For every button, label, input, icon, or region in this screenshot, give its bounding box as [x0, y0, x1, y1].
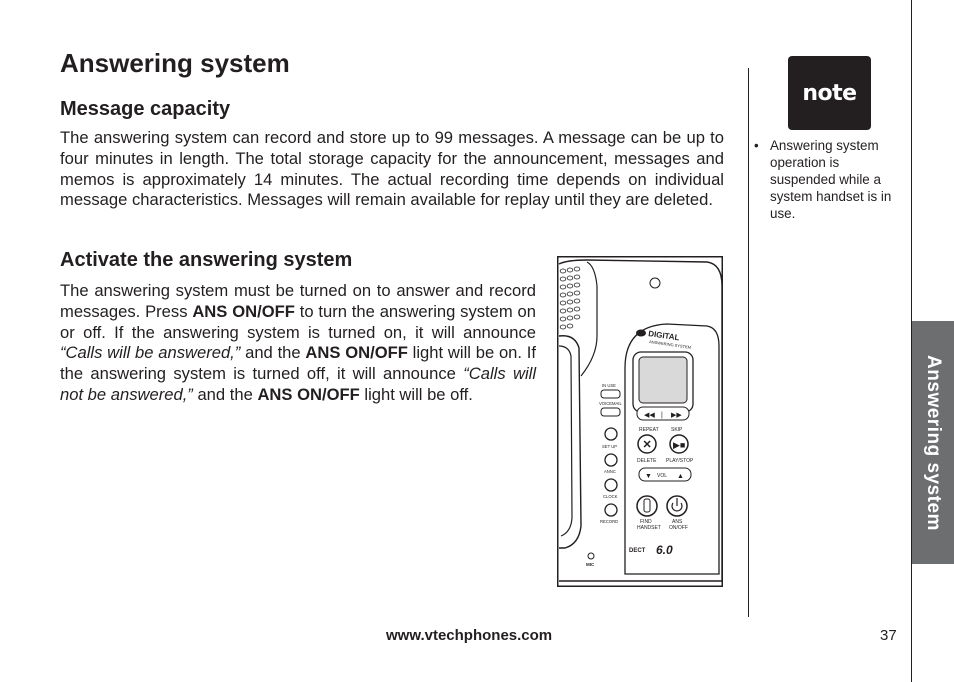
phone-base-illustration: [557, 256, 723, 587]
lcd-screen: [639, 357, 687, 403]
ans-onoff-key: ANS ON/OFF: [257, 384, 360, 404]
delete-icon: ✕: [642, 439, 652, 451]
mic-label: MIC: [586, 562, 595, 567]
text-run: light will be off.: [359, 384, 473, 404]
note-label: note: [802, 80, 857, 106]
announcement-off: “Calls will not be answered,”: [60, 364, 537, 404]
volume-up-icon: ▲: [677, 473, 684, 480]
dect-version: 6.0: [656, 543, 673, 557]
record-label: RECORD: [600, 519, 619, 524]
handset-label: HANDSET: [637, 525, 661, 531]
repeat-label: REPEAT: [639, 427, 659, 433]
vol-label: VOL: [657, 473, 668, 479]
message-capacity-paragraph: The answering system can record and store up to 99 messages. A message can be up to four minutes in length. The total storage capacity for the announcement, messages and memos is approximately 14 minutes. The actual recording time depends on individual message characteristics. Messages will remain available for replay until they are deleted.: [60, 128, 724, 210]
divider-mark: |: [661, 412, 663, 419]
side-tab: [912, 321, 954, 564]
annc-button: [605, 454, 617, 466]
note-item-text: Answering system operation is suspended while a system handset is in use.: [770, 138, 892, 221]
voicemail-label: VOICEMAIL: [599, 401, 622, 406]
side-tab-label: Answering system: [923, 354, 944, 531]
announcement-on: “Calls will be answered,”: [60, 343, 241, 363]
in-use-label: IN USE: [602, 383, 616, 388]
find-label: FIND: [640, 519, 652, 525]
annc-label: ANNC: [604, 469, 616, 474]
text-run: and the: [192, 384, 258, 404]
page-title: Answering system: [60, 48, 290, 78]
rewind-icon: ◀◀: [644, 412, 655, 419]
text-run: to turn the answering system on or off. If the answering system is turned on, it will announce: [60, 301, 537, 342]
record-button: [605, 504, 617, 516]
clock-button: [605, 479, 617, 491]
set-up-button: [605, 428, 617, 440]
ans-onoff-key: ANS ON/OFF: [192, 301, 295, 321]
dect-text: DECT: [629, 548, 646, 554]
play-stop-label: PLAY/STOP: [666, 458, 694, 464]
forward-icon: ▶▶: [671, 412, 682, 419]
delete-label: DELETE: [637, 458, 657, 464]
play-stop-icon: ▶■: [673, 440, 686, 450]
page-number: 37: [880, 627, 897, 644]
note-list: [754, 137, 904, 222]
text-run: light will be on. If the answering system is turned off, it will announce: [60, 343, 537, 384]
in-use-light: [601, 390, 620, 398]
column-divider: [748, 68, 749, 617]
section-heading-message-capacity: Message capacity: [60, 98, 231, 120]
illustration-frame: [558, 257, 723, 587]
brand-subtext: ANSWERING SYSTEM: [648, 339, 692, 350]
volume-down-icon: ▼: [645, 473, 652, 480]
ans-label: ANS: [672, 519, 683, 525]
section-heading-activate: Activate the answering system: [60, 249, 353, 271]
bullet-icon: •: [754, 138, 759, 153]
ans-onoff-key: ANS ON/OFF: [305, 343, 408, 363]
note-item: [754, 137, 904, 222]
note-badge: [788, 56, 871, 130]
onoff-label: ON/OFF: [669, 525, 688, 531]
brand-text: DIGITAL: [647, 329, 681, 343]
voicemail-light: [601, 408, 620, 416]
clock-label: CLOCK: [603, 494, 618, 499]
footer-url: www.vtechphones.com: [386, 627, 553, 644]
text-run: and the: [240, 343, 306, 363]
set-up-label: SET UP: [602, 444, 618, 449]
skip-label: SKIP: [671, 427, 683, 433]
text-run: The answering system must be turned on to answer and record messages. Press: [60, 281, 536, 321]
activate-paragraph: [60, 281, 536, 406]
